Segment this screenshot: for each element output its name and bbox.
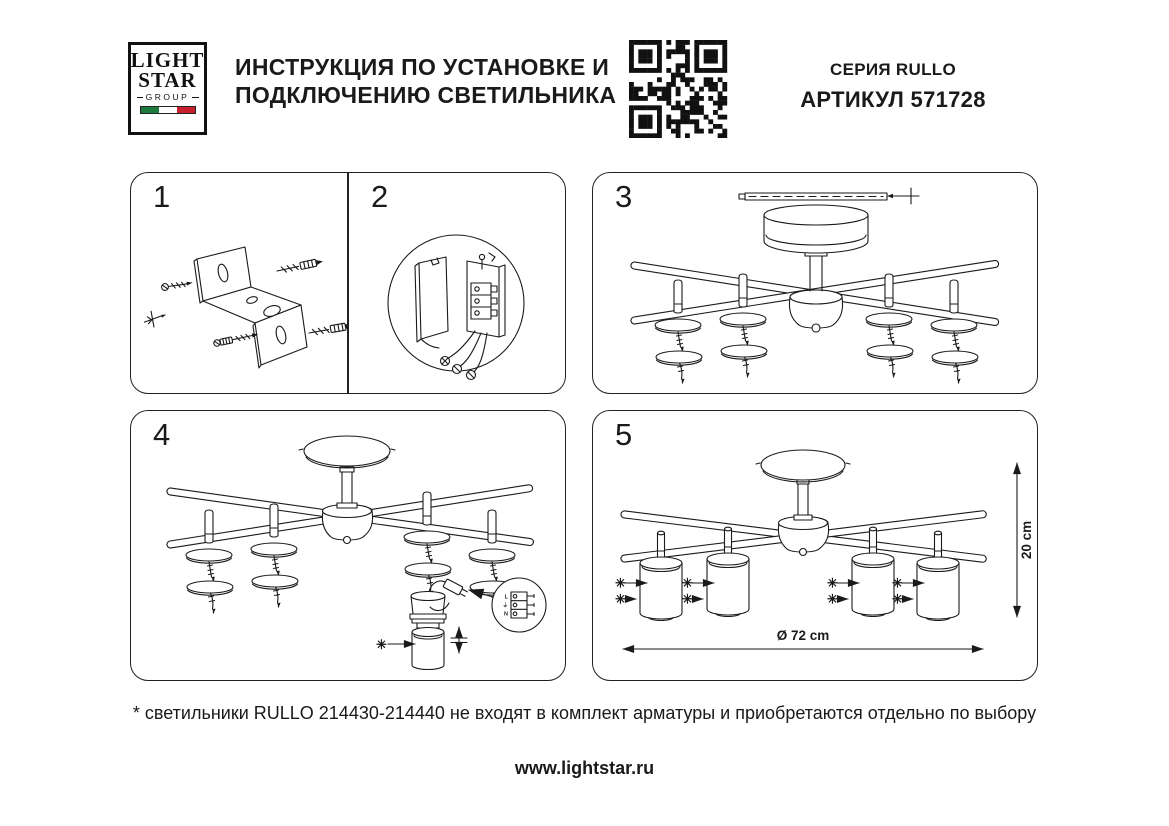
step-number-5: 5 xyxy=(615,417,633,452)
step4-lamp-connection-illustration xyxy=(131,411,564,679)
stem xyxy=(337,467,357,508)
panel-step-5 xyxy=(592,410,1038,681)
center-hub xyxy=(789,290,842,332)
canopy-screw-icon xyxy=(887,188,919,204)
dimension-diameter xyxy=(623,628,983,649)
height-label: 20 cm xyxy=(1019,520,1034,560)
lamp-shade xyxy=(412,628,444,670)
title-line-1: ИНСТРУКЦИЯ ПО УСТАНОВКЕ И xyxy=(235,54,610,80)
series-label: СЕРИЯ RULLO xyxy=(830,60,956,79)
panel-steps-1-2 xyxy=(130,172,566,394)
step5-assembled-illustration xyxy=(593,411,1036,679)
wires xyxy=(441,331,488,380)
title-line-2: ПОДКЛЮЧЕНИЮ СВЕТИЛЬНИКА xyxy=(235,82,617,108)
step3-frame-illustration xyxy=(593,173,1036,392)
logo-word-group: GROUP xyxy=(145,92,190,102)
step-number-1: 1 xyxy=(153,179,171,214)
website-url: www.lightstar.ru xyxy=(514,758,655,778)
qr-code-icon xyxy=(628,40,728,138)
terminal-label-earth: ⏚ xyxy=(502,603,508,609)
page-title xyxy=(235,53,616,109)
article-number: АРТИКУЛ 571728 xyxy=(800,87,986,112)
ceiling-canopy xyxy=(764,205,868,253)
magnifier-circle xyxy=(388,235,524,371)
center-hub xyxy=(778,517,828,556)
junction-cover-plate xyxy=(415,257,448,348)
logo-word-light: LIGHT xyxy=(130,48,205,72)
center-hub xyxy=(322,505,372,544)
step-number-3: 3 xyxy=(615,179,633,214)
logo-word-star: STAR xyxy=(138,68,197,92)
diameter-label: Ø 72 cm xyxy=(776,628,830,643)
screw-and-dowel-upper-right xyxy=(276,258,323,275)
logo-group-row xyxy=(137,92,199,102)
small-screw-icon xyxy=(142,308,168,329)
terminal-label-live: L xyxy=(504,594,508,601)
lightstar-logo xyxy=(128,42,207,135)
adjust-height-icon xyxy=(451,627,467,653)
asterisk-pointer xyxy=(376,637,415,652)
product-info xyxy=(788,60,998,113)
stem xyxy=(805,249,827,291)
screw-and-dowel-lower-right xyxy=(308,322,347,337)
panel-step-3 xyxy=(592,172,1038,394)
mounting-bracket xyxy=(194,247,307,368)
asterisk-marker: ✳ xyxy=(376,637,387,652)
footnote: * светильники RULLO 214430-214440 не входят в комплект арматуры и приобретаются отдельно по выбору xyxy=(132,703,1037,723)
terminal-block xyxy=(467,253,505,337)
step1-bracket-illustration xyxy=(131,215,347,391)
mounting-bar xyxy=(739,193,887,200)
step-number-2: 2 xyxy=(371,179,389,214)
screw-and-dowel-lower-left xyxy=(213,331,259,347)
stem xyxy=(794,479,812,520)
ceiling-canopy xyxy=(756,450,850,482)
step-number-4: 4 xyxy=(153,417,171,452)
step2-wiring-illustration xyxy=(349,215,565,391)
terminal-label-neutral: N xyxy=(504,611,508,618)
panel-step-4 xyxy=(130,410,566,681)
screw-upper-left xyxy=(161,280,193,291)
ceiling-canopy xyxy=(299,436,395,468)
italy-flag-icon xyxy=(140,106,196,114)
dimension-height xyxy=(1017,463,1034,617)
